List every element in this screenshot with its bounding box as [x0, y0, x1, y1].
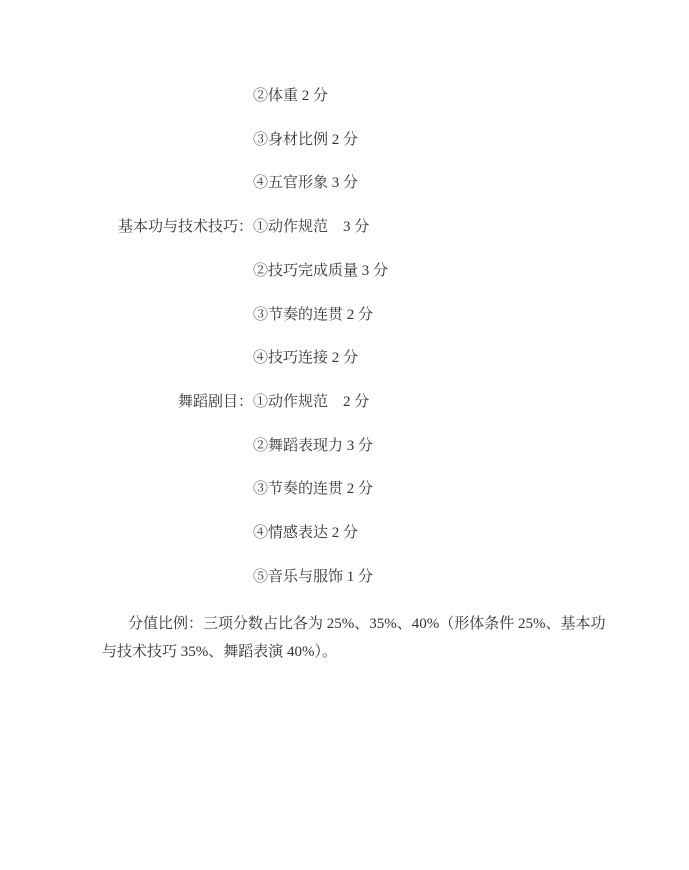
list-item — [0, 261, 689, 305]
list-item-label: 基本功与技术技巧： — [117, 219, 253, 236]
list-item-text: ⑤音乐与服饰 1 分 — [253, 568, 374, 585]
list-item-text: ②舞蹈表现力 3 分 — [253, 437, 374, 454]
list-item-label: 舞蹈剧目： — [177, 394, 253, 411]
list-item — [0, 305, 689, 349]
list-item-text: ②体重 2 分 — [253, 88, 329, 104]
list-item — [0, 567, 689, 611]
list-item — [0, 523, 689, 567]
list-item — [0, 173, 689, 217]
list-item-text: ④五官形象 3 分 — [253, 175, 359, 192]
list-item-text: ③节奏的连贯 2 分 — [253, 481, 374, 498]
list-item-text: ②技巧完成质量 3 分 — [253, 262, 389, 279]
list-item — [0, 348, 689, 392]
list-item-text: ④技巧连接 2 分 — [253, 350, 359, 367]
list-item-text: ③身材比例 2 分 — [253, 131, 359, 148]
list-item — [0, 86, 689, 130]
list-item — [0, 130, 689, 174]
list-item — [0, 392, 689, 436]
list-item-text: ①动作规范 2 分 — [253, 394, 370, 411]
list-item-text: ④情感表达 2 分 — [253, 525, 359, 542]
list-item — [0, 217, 689, 261]
score-ratio-paragraph: 分值比例：三项分数占比各为 25%、35%、40%（形体条件 25%、基本功与技术技巧 35%、舞蹈表演 40%）。 — [102, 616, 606, 660]
list-item-text: ③节奏的连贯 2 分 — [253, 306, 374, 323]
score-item-list — [0, 86, 689, 611]
list-item-text: ①动作规范 3 分 — [253, 219, 370, 236]
list-item — [0, 479, 689, 523]
list-item — [0, 436, 689, 480]
